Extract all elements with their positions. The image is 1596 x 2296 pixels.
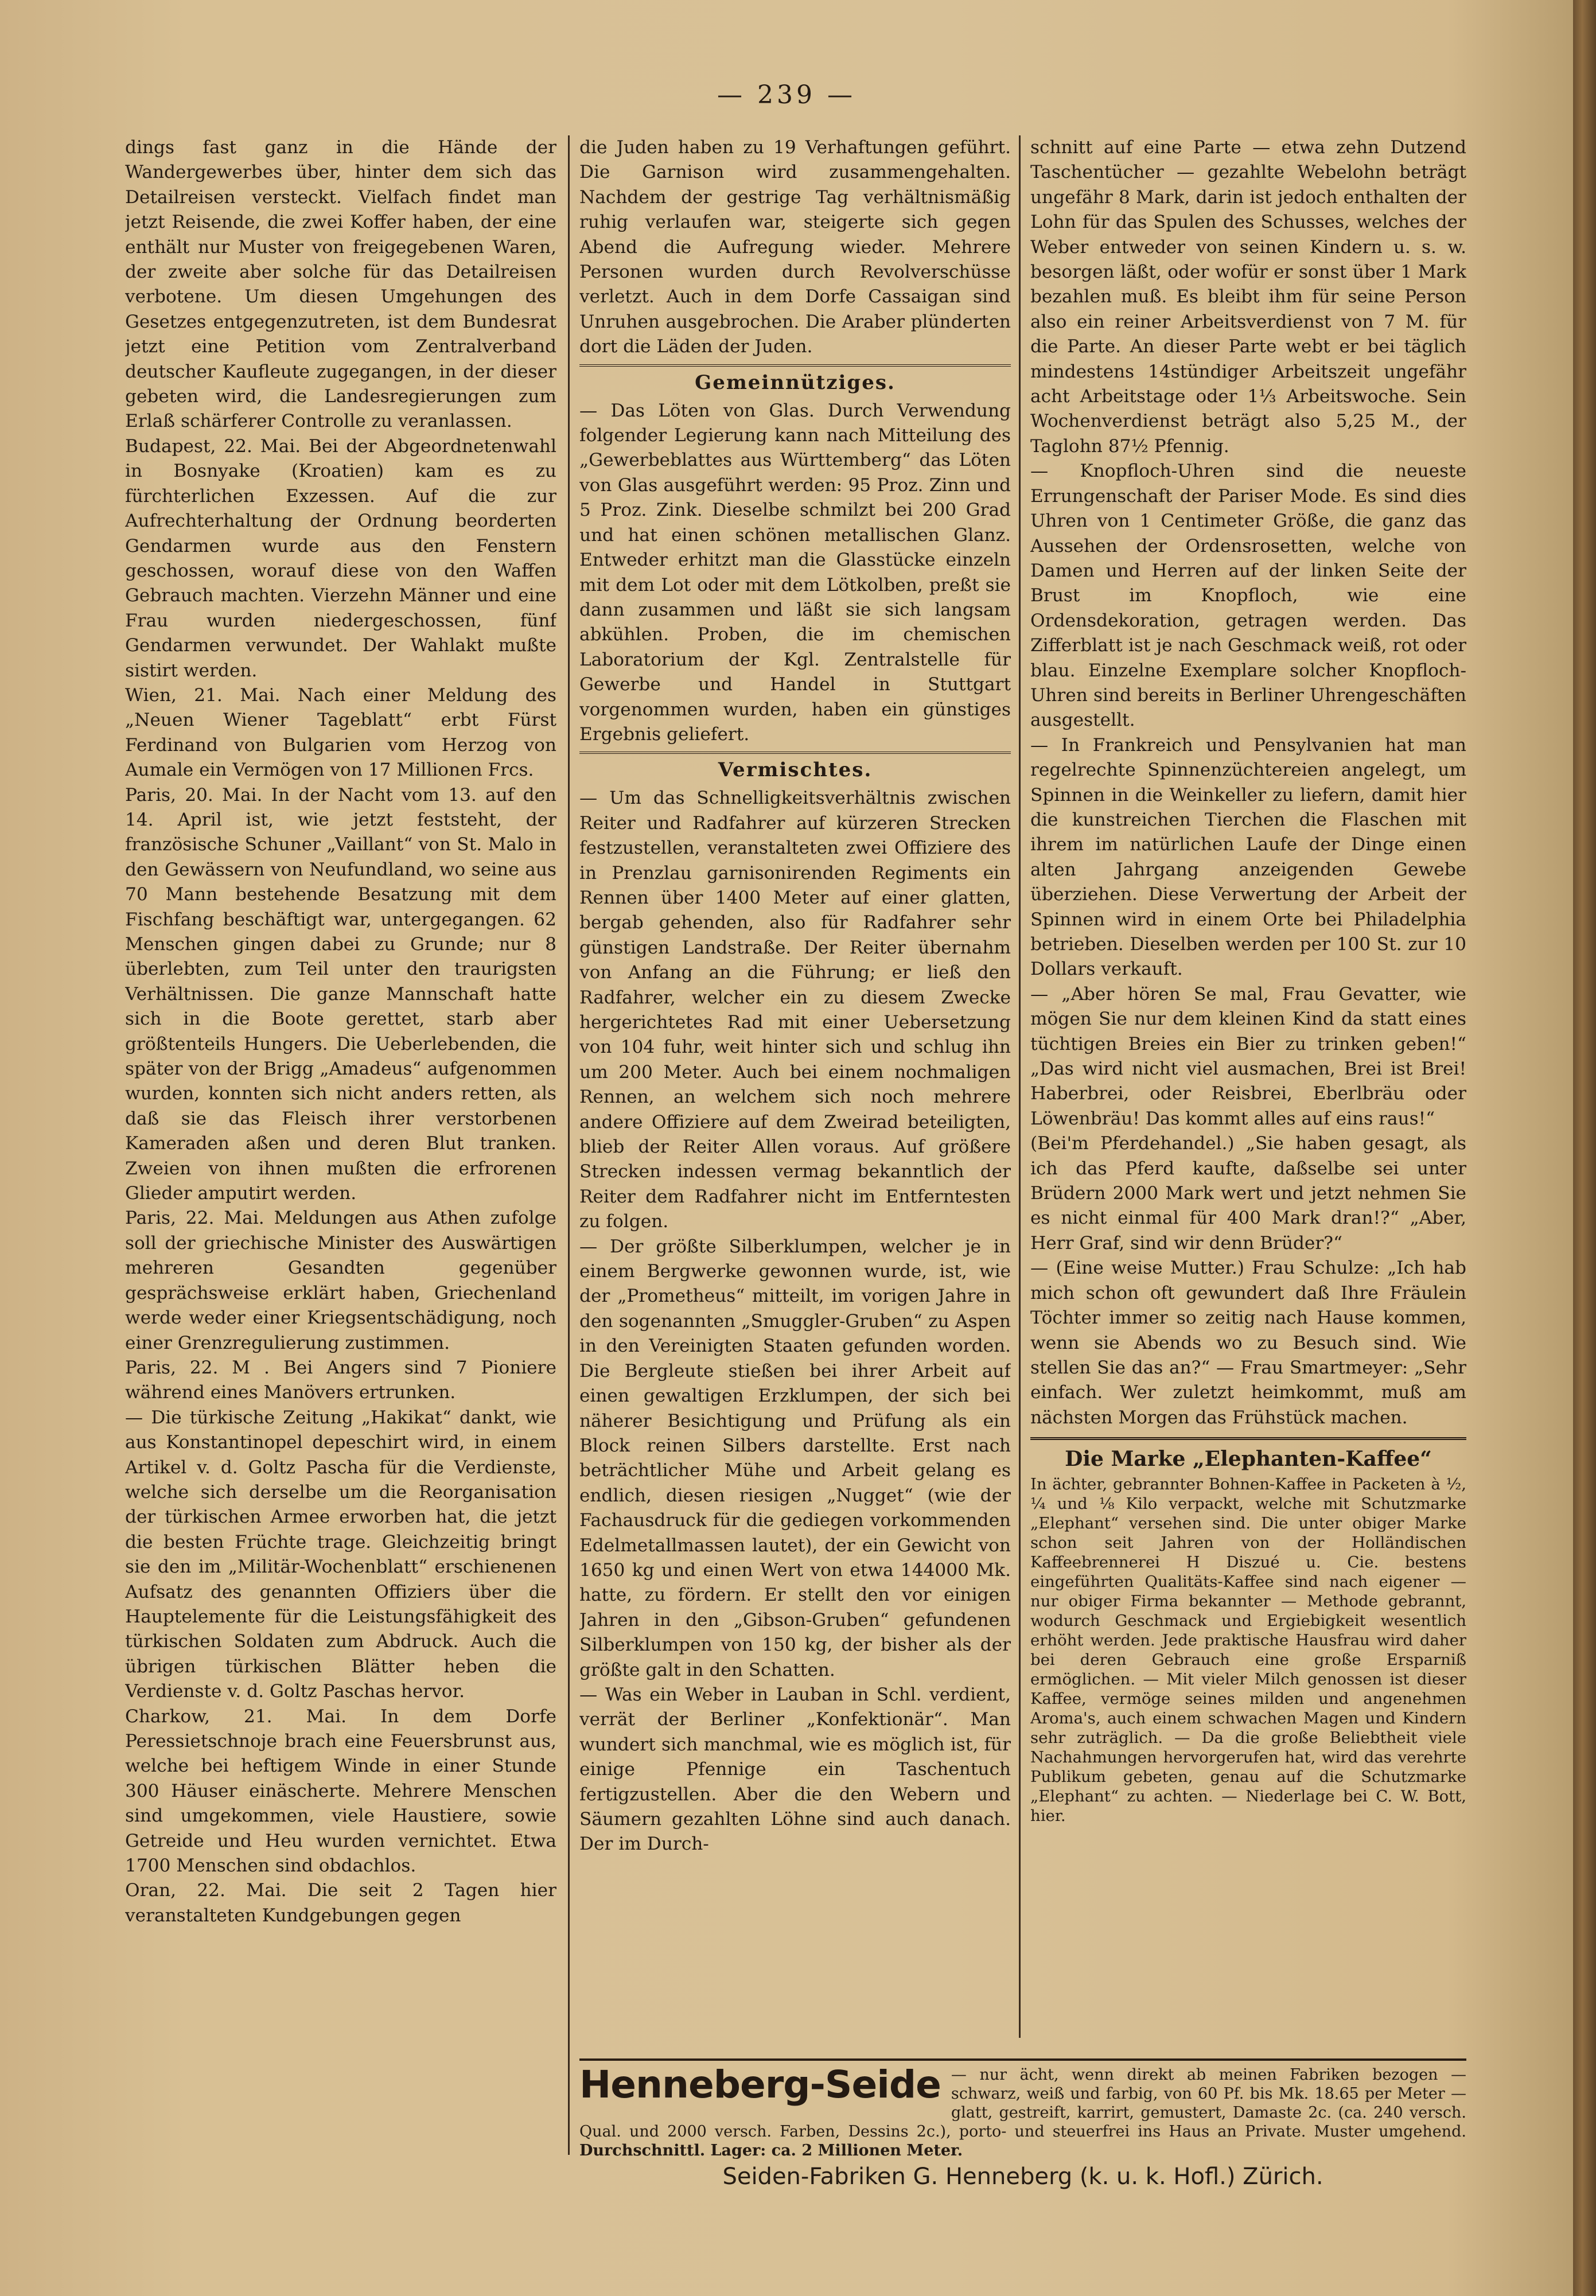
column-1 bbox=[125, 135, 556, 2155]
article-paragraph: die Juden haben zu 19 Verhaftungen geführt. Die Garnison wird zusammengehalten. Nachdem der gestrige Tag verhältnismäßig ruhig verlaufen war, steigerte sich gegen Abend die Aufregung wieder. Mehrere Personen wurden durch Revolverschüsse verletzt. Auch in dem Dorfe Cassaigan sind Unruhen ausgebrochen. Die Araber plünderten dort die Läden der Juden. bbox=[579, 137, 1011, 357]
article-paragraph: Charkow, 21. Mai. In dem Dorfe Peressietschnoje brach eine Feuersbrunst aus, welche bei heftigem Winde in einer Stunde 300 Häuser einäscherte. Mehrere Menschen sind umgekommen, viele Haustiere, sowie Getreide und Heu wurden vernichtet. Etwa 1700 Menschen sind obdachlos. bbox=[125, 1706, 556, 1877]
column-3 bbox=[1030, 135, 1466, 2038]
page-edge bbox=[1573, 0, 1596, 2296]
article-paragraph: — „Aber hören Se mal, Frau Gevatter, wie mögen Sie nur dem kleinen Kind da statt eines tüchtigen Breies ein Bier zu trinken geben!“ „Das wird nicht viel ausmachen, Brei ist Brei! Haberbrei, oder Reisbrei, Eberlbräu oder Löwenbräu! Das kommt alles auf eins raus!“ bbox=[1030, 983, 1466, 1129]
section-heading-gemeinnuetziges: Gemeinnütziges. bbox=[579, 364, 1011, 394]
article-paragraph: (Bei'm Pferdehandel.) „Sie haben gesagt, als ich das Pferd kaufte, daßselbe sei unter Brüdern 2000 Mark wert und jetzt nehmen Sie es nicht einmal für 400 Mark dran!?“ „Aber, Herr Graf, sind wir denn Brüder?“ bbox=[1030, 1133, 1466, 1254]
henneberg-advertisement bbox=[579, 2058, 1466, 2215]
advertisement-body: — nur ächt, wenn direkt ab meinen Fabriken bezogen — schwarz, weiß und farbig, von 60 Pf. bis Mk. 18.65 per Meter — glatt, gestreift, karrirt, gemustert, Damaste 2c. (ca. 240 versch. Qual. und 2000 versch. Farben, Dessins 2c.), porto- und steuerfrei ins Haus an Private. Muster umgehend. bbox=[579, 2066, 1466, 2141]
article-paragraph: Wien, 21. Mai. Nach einer Meldung des „Neuen Wiener Tageblatt“ erbt Fürst Ferdinand von Bulgarien vom Herzog von Aumale ein Vermögen von 17 Millionen Frcs. bbox=[125, 684, 556, 781]
advertisement-stock: Durchschnittl. Lager: ca. 2 Millionen Meter. bbox=[579, 2142, 963, 2159]
article-paragraph: — Die türkische Zeitung „Hakikat“ dankt, wie aus Konstantinopel depeschirt wird, in einem Artikel v. d. Goltz Pascha für die Verdienste, welche sich derselbe um die Reorganisation der türkischen Armee erworben hat, die jetzt die besten Früchte trage. Gleichzeitig bringt sie den im „Militär-Wochenblatt“ erschienenen Aufsatz des genannten Offiziers über die Hauptelemente für die Leistungsfähigkeit des türkischen Soldaten zum Abdruck. Auch die übrigen türkischen Blätter heben die Verdienste v. d. Goltz Paschas hervor. bbox=[125, 1407, 556, 1702]
column-2 bbox=[579, 135, 1011, 2038]
column-rule bbox=[1019, 135, 1021, 2038]
article-paragraph: — Der größte Silberklumpen, welcher je in einem Bergwerke gewonnen wurde, ist, wie der „Prometheus“ mitteilt, im vorigen Jahre in den sogenannten „Smuggler-Gruben“ zu Aspen in den Vereinigten Staaten gefunden worden. Die Bergleute stießen bei ihrer Arbeit auf einen gewaltigen Erzklumpen, der sich bei näherer Besichtigung und Prüfung als ein Block reinen Silbers darstellte. Erst nach beträchtlicher Mühe und Arbeit gelang es endlich, diesen riesigen „Nugget“ (wie der Fachausdruck für die gediegen vorkommenden Edelmetallmassen lautet), der ein Gewicht von 1650 kg und einen Wert von etwa 144000 Mk. hatte, zu fördern. Er stellt den vor einigen Jahren in den „Gibson-Gruben“ gefundenen Silberklumpen von 150 kg, der bisher als der größte galt in den Schatten. bbox=[579, 1236, 1011, 1680]
advertisement-title: Die Marke „Elephanten-Kaffee“ bbox=[1030, 1437, 1466, 1471]
advertisement-footer: Seiden-Fabriken G. Henneberg (k. u. k. Hofl.) Zürich. bbox=[722, 2163, 1323, 2190]
article-paragraph: — (Eine weise Mutter.) Frau Schulze: „Ich hab mich schon oft gewundert daß Ihre Fräulein Töchter immer so zeitig nach Hause kommen, wenn sie Abends wo zu Besuch sind. Wie stellen Sie das an?“ — Frau Smartmeyer: „Sehr einfach. Wer zuletzt heimkommt, muß am nächsten Morgen das Frühstück machen. bbox=[1030, 1258, 1466, 1428]
advertisement-brand: Henneberg-Seide bbox=[579, 2062, 941, 2107]
article-paragraph: — In Frankreich und Pensylvanien hat man regelrechte Spinnenzüchtereien angelegt, um Spinnen in die Weinkeller zu liefern, damit hier die kunstreichen Tierchen die Flaschen mit ihrem im natürlichen Laufe der Dinge einen alten Jahrgang anzeigenden Gewebe überziehen. Diese Verwertung der Arbeit der Spinnen wird in einem Orte bei Philadelphia betrieben. Dieselben werden per 100 St. zur 10 Dollars verkauft. bbox=[1030, 734, 1466, 980]
article-paragraph: — Um das Schnelligkeitsverhältnis zwischen Reiter und Radfahrer auf kürzeren Strecken festzustellen, veranstalteten zwei Offiziere des in Prenzlau garnisonirenden Regiments ein Rennen über 1400 Meter auf einer glatten, bergab gehenden, also für Radfahrer sehr günstigen Landstraße. Der Reiter übernahm von Anfang an die Führung; er ließ den Radfahrer, welcher ein zu diesem Zwecke hergerichtetes Rad mit einer Uebersetzung von 104 fuhr, weit hinter sich und schlug ihn um 200 Meter. Auch bei einem nochmaligen Rennen, an welchem sich noch mehrere andere Offiziere auf dem Zweirad beteiligten, blieb der Reiter Allen voraus. Auf größere Strecken indessen vermag bekanntlich der Reiter dem Radfahrer nicht im Entferntesten zu folgen. bbox=[579, 788, 1011, 1232]
article-paragraph: Paris, 22. Mai. Meldungen aus Athen zufolge soll der griechische Minister des Auswärtigen mehreren Gesandten gegenüber gesprächsweise erklärt haben, Griechenland werde weder einer Kriegsentschädigung, noch einer Grenzregulierung zustimmen. bbox=[125, 1208, 556, 1353]
article-paragraph: Paris, 20. Mai. In der Nacht vom 13. auf den 14. April ist, wie jetzt feststeht, der französische Schuner „Vaillant“ von St. Malo in den Gewässern von Neufundland, wo seine aus 70 Mann bestehende Besatzung mit dem Fischfang beschäftigt war, untergegangen. 62 Menschen gingen dabei zu Grunde; nur 8 überlebten, zum Teil unter den traurigsten Verhältnissen. Die ganze Mannschaft hatte sich in die Boote gerettet, starb aber größtenteils Hungers. Die Ueberlebenden, die später von der Brigg „Amadeus“ aufgenommen wurden, konnten sich nicht anders retten, als daß sie das Fleisch ihrer verstorbenen Kameraden aßen und deren Blut tranken. Zweien von ihnen mußten die erfrorenen Glieder amputirt werden. bbox=[125, 784, 556, 1204]
page-number: — 239 — bbox=[717, 80, 856, 110]
article-paragraph: — Das Löten von Glas. Durch Verwendung folgender Legierung kann nach Mitteilung des „Gewerbeblattes aus Württemberg“ das Löten von Glas ausgeführt werden: 95 Proz. Zinn und 5 Proz. Zink. Dieselbe schmilzt bei 200 Grad und hat einen schönen metallischen Glanz. Entweder erhitzt man die Glasstücke einzeln mit dem Lot oder mit dem Lötkolben, preßt sie dann zusammen und läßt sie sich langsam abkühlen. Proben, die im chemischen Laboratorium der Kgl. Zentralstelle für Gewerbe und Handel in Stuttgart vorgenommen wurden, haben ein günstiges Ergebnis geliefert. bbox=[579, 400, 1011, 745]
advertisement-text: In ächter, gebrannter Bohnen-Kaffee in Packeten à ½, ¼ und ⅛ Kilo verpackt, welche mit Schutzmarke „Elephant“ versehen sind. Die unter obiger Marke schon seit Jahren von der Holländischen Kaffeebrennerei H Diszué u. Cie. bestens eingeführten Qualitäts-Kaffee sind nach eigener — nur obiger Firma bekannter — Methode gebrannt, wodurch Geschmack und Ergiebigkeit wesentlich erhöht werden. Jede praktische Hausfrau wird daher bei deren Gebrauch eine große Ersparniß ermöglichen. — Mit vieler Milch genossen ist dieser Kaffee, vermöge seines milden und angenehmen Aroma's, auch einem schwachen Magen und Kindern sehr zuträglich. — Da die große Beliebtheit viele Nachahmungen hervorgerufen hat, wird das verehrte Publikum gebeten, genau auf die Schutzmarke „Elephant“ zu achten. — Niederlage bei C. W. Bott, hier. bbox=[1030, 1475, 1466, 1826]
article-paragraph: schnitt auf eine Parte — etwa zehn Dutzend Taschentücher — gezahlte Webelohn beträgt ungefähr 8 Mark, darin ist jedoch enthalten der Lohn für das Spulen des Schusses, welches der Weber entweder von seinen Kindern u. s. w. besorgen läßt, oder wofür er sonst über 1 Mark bezahlen muß. Es bleibt ihm für seine Person also ein reiner Arbeitsverdienst von 7 M. für die Parte. An dieser Parte webt er bei täglich mindestens 14stündiger Arbeitszeit ungefähr acht Arbeitstage oder 1⅓ Arbeitswoche. Sein Wochenverdienst beträgt also 5,25 M., der Taglohn 87½ Pfennig. bbox=[1030, 137, 1466, 457]
article-paragraph: — Was ein Weber in Lauban in Schl. verdient, verrät der Berliner „Konfektionär“. Man wundert sich manchmal, wie es möglich ist, für einige Pfennige ein Taschentuch fertigzustellen. Aber die den Webern und Säumern gezahlten Löhne sind auch danach. Der im Durch- bbox=[579, 1684, 1011, 1855]
article-paragraph: dings fast ganz in die Hände der Wandergewerbes über, hinter dem sich das Detailreisen versteckt. Vielfach findet man jetzt Reisende, die zwei Koffer haben, der eine enthält nur Muster von freigegebenen Waren, der zweite aber solche für das Detailreisen verbotene. Um diesen Umgehungen des Gesetzes entgegenzutreten, ist dem Bundesrat jetzt eine Petition vom Zentralverband deutscher Kaufleute zugegangen, in der dieser gebeten wird, die Landesregierungen zum Erlaß schärferer Controlle zu veranlassen. bbox=[125, 137, 556, 432]
column-rule bbox=[568, 135, 570, 2155]
article-paragraph: — Knopfloch-Uhren sind die neueste Errungenschaft der Pariser Mode. Es sind dies Uhren von 1 Centimeter Größe, die ganz das Aussehen der Ordensrosetten, welche von Damen und Herren auf der linken Seite der Brust im Knopfloch, wie eine Ordensdekoration, getragen werden. Das Zifferblatt ist je nach Geschmack weiß, rot oder blau. Einzelne Exemplare solcher Knopfloch-Uhren sind bereits in Berliner Uhrengeschäften ausgestellt. bbox=[1030, 461, 1466, 731]
article-paragraph: Oran, 22. Mai. Die seit 2 Tagen hier veranstalteten Kundgebungen gegen bbox=[125, 1880, 556, 1926]
article-paragraph: Paris, 22. M . Bei Angers sind 7 Pioniere während eines Manövers ertrunken. bbox=[125, 1357, 556, 1403]
section-heading-vermischtes: Vermischtes. bbox=[579, 752, 1011, 781]
article-paragraph: Budapest, 22. Mai. Bei der Abgeordnetenwahl in Bosnyake (Kroatien) kam es zu fürchterlichen Exzessen. Auf die zur Aufrechterhaltung der Ordnung beorderten Gendarmen wurde aus den Fenstern geschossen, worauf diese von den Waffen Gebrauch machten. Vierzehn Männer und eine Frau wurden niedergeschossen, fünf Gendarmen verwundet. Der Wahlakt mußte sistirt werden. bbox=[125, 435, 556, 681]
